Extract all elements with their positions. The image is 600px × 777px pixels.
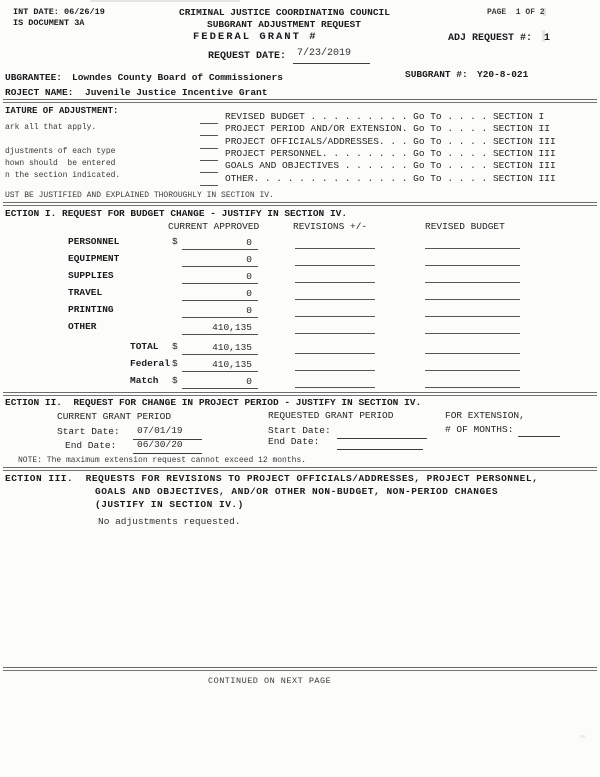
current-printing[interactable]: 0 (182, 305, 258, 318)
section3-title-line3: (JUSTIFY IN SECTION IV.) (95, 499, 244, 510)
row-label-personnel: PERSONNEL (68, 236, 120, 247)
revisions-blank-travel[interactable] (295, 288, 375, 300)
revised-blank-federal[interactable] (425, 359, 520, 371)
checkbox-blank-personnel[interactable] (200, 149, 218, 161)
checkbox-blank-officials[interactable] (200, 137, 218, 149)
subgrant-number-label: SUBGRANT #: (405, 69, 468, 80)
subgrant-number-value: Y20-8-021 (477, 69, 529, 80)
option-officials: PROJECT OFFICIALS/ADDRESSES. . . Go To . . . . SECTION III (225, 136, 556, 147)
revised-blank-personnel[interactable] (425, 237, 520, 249)
checkbox-blank-project-period[interactable] (200, 124, 218, 136)
current-grant-period-heading: CURRENT GRANT PERIOD (57, 411, 172, 422)
continued-note: CONTINUED ON NEXT PAGE (208, 676, 332, 686)
revisions-blank-supplies[interactable] (295, 271, 375, 283)
row-label-total: TOTAL (130, 341, 159, 352)
divider-header (3, 99, 597, 103)
dollar-sign: $ (172, 375, 178, 386)
dollar-sign: $ (172, 358, 178, 369)
requested-end-date-field[interactable] (337, 448, 423, 450)
revisions-blank-personnel[interactable] (295, 237, 375, 249)
row-label-match: Match (130, 375, 159, 386)
requested-start-date-label: Start Date: (268, 425, 331, 436)
current-personnel[interactable]: 0 (182, 237, 258, 250)
adj-request-number: ADJ REQUEST #: 1 (448, 33, 551, 44)
scan-artifact-bottom (580, 735, 585, 738)
section1-title: ECTION I. REQUEST FOR BUDGET CHANGE - JUSTIFY IN SECTION IV. (5, 208, 348, 219)
nature-instruction-2: djustments of each type (5, 147, 116, 156)
revised-blank-equipment[interactable] (425, 254, 520, 266)
column-revised-budget: REVISED BUDGET (425, 221, 505, 232)
project-name-label: ROJECT NAME: (5, 87, 74, 98)
current-start-date-label: Start Date: (57, 426, 120, 437)
current-other[interactable]: 410,135 (182, 322, 258, 335)
nature-heading: IATURE OF ADJUSTMENT: (5, 106, 119, 116)
nature-footnote: UST BE JUSTIFIED AND EXPLAINED THOROUGHLY IN SECTION IV. (5, 191, 274, 200)
divider-section1 (3, 392, 597, 396)
row-label-travel: TRAVEL (68, 287, 103, 298)
dollar-sign: $ (172, 236, 178, 247)
revised-blank-total[interactable] (425, 342, 520, 354)
option-project-period: PROJECT PERIOD AND/OR EXTENSION. Go To . . . . SECTION II (225, 123, 550, 134)
column-revisions: REVISIONS +/- (293, 221, 368, 232)
federal-grant-label: FEDERAL GRANT # (193, 31, 318, 43)
row-label-supplies: SUPPLIES (68, 270, 114, 281)
current-end-date-label: End Date: (65, 440, 117, 451)
document-number: IS DOCUMENT 3A (13, 18, 85, 28)
row-label-federal: Federal (130, 358, 170, 369)
section2-note: NOTE: The maximum extension request cannot exceed 12 months. (18, 456, 307, 465)
current-federal[interactable]: 410,135 (182, 359, 258, 372)
requested-end-date-label: End Date: (268, 436, 320, 447)
scan-artifact-top (90, 0, 240, 2)
option-revised-budget: REVISED BUDGET . . . . . . . . . Go To . . . . SECTION I (225, 111, 545, 122)
option-other: OTHER. . . . . . . . . . . . . . Go To . . . . SECTION III (225, 173, 556, 184)
revisions-blank-total[interactable] (295, 342, 375, 354)
option-goals: GOALS AND OBJECTIVES . . . . . . Go To . . . . SECTION III (225, 160, 556, 171)
current-match[interactable]: 0 (182, 376, 258, 389)
requested-grant-period-heading: REQUESTED GRANT PERIOD (268, 410, 394, 421)
revisions-blank-other[interactable] (295, 322, 375, 334)
current-end-date-field[interactable] (133, 452, 202, 454)
for-extension-heading: FOR EXTENSION, (445, 410, 525, 421)
revised-blank-travel[interactable] (425, 288, 520, 300)
requested-start-date-field[interactable] (337, 437, 427, 439)
months-label: # OF MONTHS: (445, 424, 514, 435)
divider-footer (3, 667, 597, 671)
current-end-date-value: 06/30/20 (137, 439, 183, 450)
checkbox-blank-revised-budget[interactable] (200, 112, 218, 124)
form-title: SUBGRANT ADJUSTMENT REQUEST (207, 19, 361, 30)
request-date-label: REQUEST DATE: (208, 51, 287, 62)
nature-instruction-4: n the section indicated. (5, 171, 121, 180)
revisions-blank-equipment[interactable] (295, 254, 375, 266)
divider-section2 (3, 467, 597, 471)
section3-body: No adjustments requested. (98, 516, 241, 527)
option-personnel: PROJECT PERSONNEL. . . . . . . . Go To . . . . SECTION III (225, 148, 556, 159)
revised-blank-match[interactable] (425, 376, 520, 388)
current-equipment[interactable]: 0 (182, 254, 258, 267)
checkbox-blank-other[interactable] (200, 174, 218, 186)
current-start-date-value: 07/01/19 (137, 425, 183, 436)
revisions-blank-federal[interactable] (295, 359, 375, 371)
section3-title-line2: GOALS AND OBJECTIVES, AND/OR OTHER NON-BUDGET, NON-PERIOD CHANGES (95, 486, 499, 497)
dollar-sign: $ (172, 341, 178, 352)
request-date-field[interactable] (293, 62, 370, 64)
print-date: INT DATE: 06/26/19 (13, 7, 105, 17)
column-current-approved: CURRENT APPROVED (168, 221, 260, 232)
subgrantee-label: UBGRANTEE: (5, 72, 63, 83)
row-label-equipment: EQUIPMENT (68, 253, 120, 264)
revisions-blank-match[interactable] (295, 376, 375, 388)
subgrantee-value: Lowndes County Board of Commissioners (72, 72, 283, 83)
org-title: CRIMINAL JUSTICE COORDINATING COUNCIL (179, 7, 390, 18)
revisions-blank-printing[interactable] (295, 305, 375, 317)
row-label-other: OTHER (68, 321, 97, 332)
request-date-value: 7/23/2019 (297, 48, 352, 59)
current-total[interactable]: 410,135 (182, 342, 258, 355)
section3-title-line1: ECTION III. REQUESTS FOR REVISIONS TO PROJECT OFFICIALS/ADDRESSES, PROJECT PERSONNEL, (5, 473, 539, 484)
months-field[interactable] (518, 435, 560, 437)
current-travel[interactable]: 0 (182, 288, 258, 301)
page-number: PAGE 1 OF 2 (487, 8, 545, 17)
project-name-value: Juvenile Justice Incentive Grant (85, 87, 268, 98)
current-supplies[interactable]: 0 (182, 271, 258, 284)
revised-blank-other[interactable] (425, 322, 520, 334)
divider-nature (3, 202, 597, 206)
checkbox-blank-goals[interactable] (200, 161, 218, 173)
section2-title: ECTION II. REQUEST FOR CHANGE IN PROJECT PERIOD - JUSTIFY IN SECTION IV. (5, 397, 422, 408)
nature-instruction-1: ark all that apply. (5, 123, 97, 132)
revised-blank-supplies[interactable] (425, 271, 520, 283)
revised-blank-printing[interactable] (425, 305, 520, 317)
row-label-printing: PRINTING (68, 304, 114, 315)
nature-instruction-3: hown should be entered (5, 159, 116, 168)
